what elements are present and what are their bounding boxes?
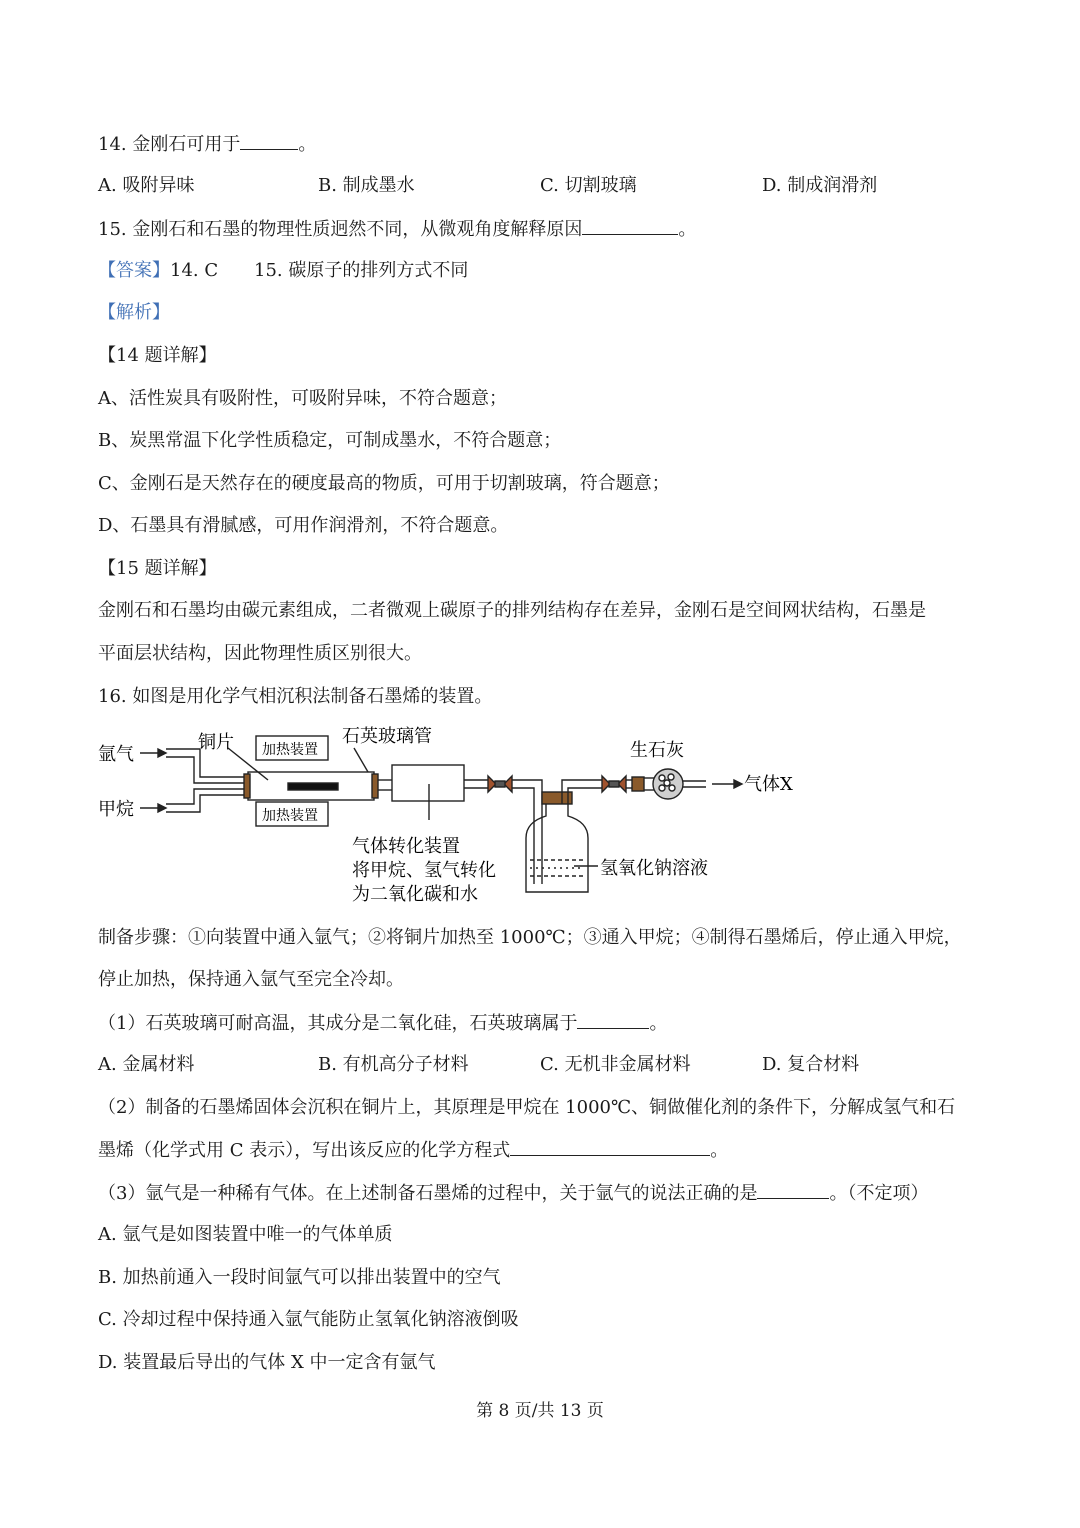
answer-tag: 【答案】 xyxy=(98,260,170,281)
argon-label: 氩气 xyxy=(98,744,134,765)
heater-top-label: 加热装置 xyxy=(262,742,318,758)
answer-blank[interactable] xyxy=(240,131,298,150)
q16-sub1-option-b[interactable]: B. 有机高分子材料 xyxy=(318,1054,469,1075)
converter-box xyxy=(392,765,464,801)
answer-blank[interactable] xyxy=(582,216,678,235)
answer-15: 15. 碳原子的排列方式不同 xyxy=(254,260,469,281)
q16-sub3-stem: （3）氩气是一种稀有气体。在上述制备石墨烯的过程中，关于氩气的说法正确的是 。（不定项） xyxy=(98,1180,928,1207)
copper-plate xyxy=(288,783,338,790)
q16-sub3-option-a[interactable]: A. 氩气是如图装置中唯一的气体单质 xyxy=(98,1224,393,1245)
detail14-line-b: B、炭黑常温下化学性质稳定，可制成墨水，不符合题意； xyxy=(98,430,562,451)
copper-label: 铜片 xyxy=(198,732,234,753)
q16-sub3-option-b[interactable]: B. 加热前通入一段时间氩气可以排出装置中的空气 xyxy=(98,1267,501,1288)
q16-sub1-option-c[interactable]: C. 无机非金属材料 xyxy=(540,1054,691,1075)
detail14-heading: 【14 题详解】 xyxy=(98,345,217,366)
drying-tube-stopper xyxy=(632,777,644,791)
q14-option-c[interactable]: C. 切割玻璃 xyxy=(540,175,637,196)
answer-line xyxy=(98,258,218,284)
q16-sub1-stem: （1）石英玻璃可耐高温，其成分是二氧化硅，石英玻璃属于 。 xyxy=(98,1010,667,1037)
heater-bottom-label: 加热装置 xyxy=(262,808,318,824)
q16-steps-1: 制备步骤：①向装置中通入氩气；②将铜片加热至 1000℃；③通入甲烷；④制得石墨烯后，停止通入甲烷， xyxy=(98,927,962,948)
answer-blank[interactable] xyxy=(757,1180,829,1199)
answer-14: 14. C xyxy=(170,260,219,281)
quartz-leader xyxy=(354,748,368,772)
q16-sub3-option-d[interactable]: D. 装置最后导出的气体 X 中一定含有氩气 xyxy=(98,1352,436,1373)
detail15-line-2: 平面层状结构，因此物理性质区别很大。 xyxy=(98,643,422,664)
q16-sub3-option-c[interactable]: C. 冷却过程中保持通入氩气能防止氢氧化钠溶液倒吸 xyxy=(98,1309,519,1330)
detail14-line-d: D、石墨具有滑腻感，可用作润滑剂，不符合题意。 xyxy=(98,515,509,536)
converter-label-1: 气体转化装置 xyxy=(352,836,460,857)
naoh-label: 氢氧化钠溶液 xyxy=(600,858,708,879)
q14-stem: 14. 金刚石可用于 。 xyxy=(98,131,316,158)
quartz-label: 石英玻璃管 xyxy=(342,726,432,747)
detail14-line-a: A、活性炭具有吸附性，可吸附异味，不符合题意； xyxy=(98,388,507,409)
methane-arrow-head xyxy=(158,804,166,812)
methane-pipe-inner xyxy=(166,789,246,804)
q16-steps-2: 停止加热，保持通入氩气至完全冷却。 xyxy=(98,969,404,990)
argon-arrow-head xyxy=(158,749,166,757)
analysis-tag: 【解析】 xyxy=(98,302,170,323)
answer-blank[interactable] xyxy=(577,1010,649,1029)
converter-label-2: 将甲烷、氢气转化 xyxy=(352,860,496,881)
q16-sub1-option-a[interactable]: A. 金属材料 xyxy=(98,1054,195,1075)
q14-option-d[interactable]: D. 制成润滑剂 xyxy=(762,175,878,196)
q14-option-a[interactable]: A. 吸附异味 xyxy=(98,175,195,196)
q16-sub2-line-2: 墨烯（化学式用 C 表示），写出该反应的化学方程式 。 xyxy=(98,1137,728,1164)
gas-x-arrow-head xyxy=(734,780,742,788)
q16-stem: 16. 如图是用化学气相沉积法制备石墨烯的装置。 xyxy=(98,686,493,707)
left-stopper xyxy=(244,774,250,798)
argon-pipe-inner xyxy=(166,757,246,783)
q15-stem: 15. 金刚石和石墨的物理性质迥然不同，从微观角度解释原因 。 xyxy=(98,216,696,243)
page-footer: 第 8 页/共 13 页 xyxy=(476,1401,604,1421)
q16-sub2-line-1: （2）制备的石墨烯固体会沉积在铜片上，其原理是甲烷在 1000℃、铜做催化剂的条件下，分解成氢气和石 xyxy=(98,1097,956,1118)
answer-blank[interactable] xyxy=(510,1137,710,1156)
detail15-line-1: 金刚石和石墨均由碳元素组成，二者微观上碳原子的排列结构存在差异，金刚石是空间网状结构，石墨是 xyxy=(98,600,926,621)
detail15-heading: 【15 题详解】 xyxy=(98,558,217,579)
q14-option-b[interactable]: B. 制成墨水 xyxy=(318,175,415,196)
q16-sub1-option-d[interactable]: D. 复合材料 xyxy=(762,1054,860,1075)
gas-bottle xyxy=(526,804,588,892)
right-stopper xyxy=(372,774,378,798)
gas-x-label: 气体X xyxy=(744,774,793,795)
apparatus-diagram xyxy=(96,720,816,910)
detail14-line-c: C、金刚石是天然存在的硬度最高的物质，可用于切割玻璃，符合题意； xyxy=(98,473,670,494)
converter-label-3: 为二氧化碳和水 xyxy=(352,884,478,905)
quicklime-label: 生石灰 xyxy=(630,740,684,761)
methane-label: 甲烷 xyxy=(98,799,134,820)
